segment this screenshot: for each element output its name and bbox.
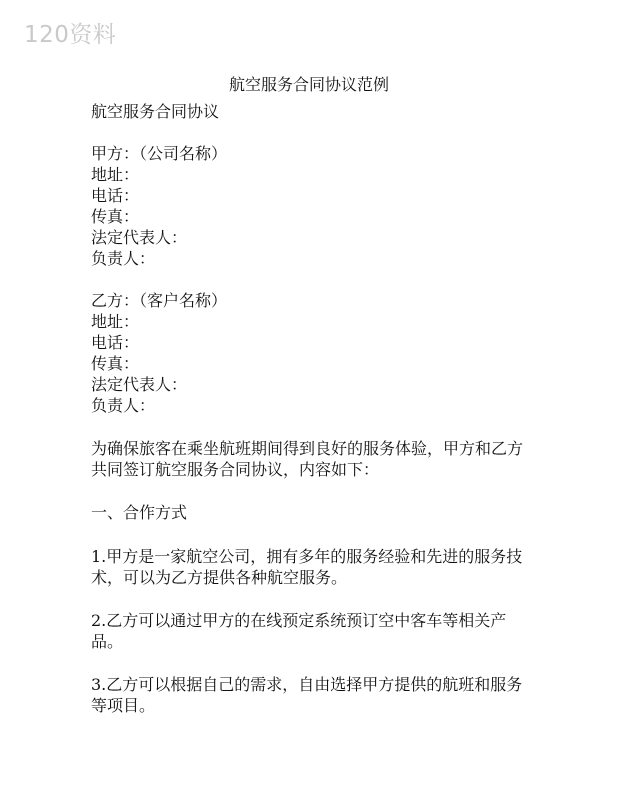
- party-b-name: 乙方：（客户名称）: [91, 291, 228, 310]
- party-a-block: [91, 143, 536, 269]
- party-b-block: [91, 290, 536, 416]
- party-a-person-in-charge: 负责人：: [91, 249, 156, 268]
- document-title: 航空服务合同协议范例: [228, 75, 389, 94]
- party-b-phone: 电话：: [91, 333, 140, 352]
- party-a-address: 地址：: [91, 165, 140, 184]
- party-b-fax: 传真：: [91, 354, 140, 373]
- party-a-name: 甲方：（公司名称）: [91, 144, 228, 163]
- party-a-phone: 电话：: [91, 186, 140, 205]
- watermark-logo: 120资料: [24, 22, 117, 48]
- party-a-fax: 传真：: [91, 207, 140, 226]
- section-1-item-3: 3.乙方可以根据自己的需求，自由选择甲方提供的航班和服务等项目。: [91, 675, 523, 715]
- document-subtitle: 航空服务合同协议: [91, 102, 220, 121]
- party-b-address: 地址：: [91, 312, 140, 331]
- party-b-legal-rep: 法定代表人：: [91, 375, 188, 394]
- section-1-item-2: 2.乙方可以通过甲方的在线预定系统预订空中客车等相关产品。: [91, 611, 507, 651]
- section-1-heading: 一、合作方式: [91, 503, 188, 522]
- intro-paragraph: 为确保旅客在乘坐航班期间得到良好的服务体验，甲方和乙方共同签订航空服务合同协议，内容如下：: [91, 439, 524, 479]
- section-1-item-1: 1.甲方是一家航空公司，拥有多年的服务经验和先进的服务技术，可以为乙方提供各种航空服务。: [91, 547, 523, 587]
- party-a-legal-rep: 法定代表人：: [91, 228, 188, 247]
- document-body: [91, 101, 536, 716]
- party-b-person-in-charge: 负责人：: [91, 396, 156, 415]
